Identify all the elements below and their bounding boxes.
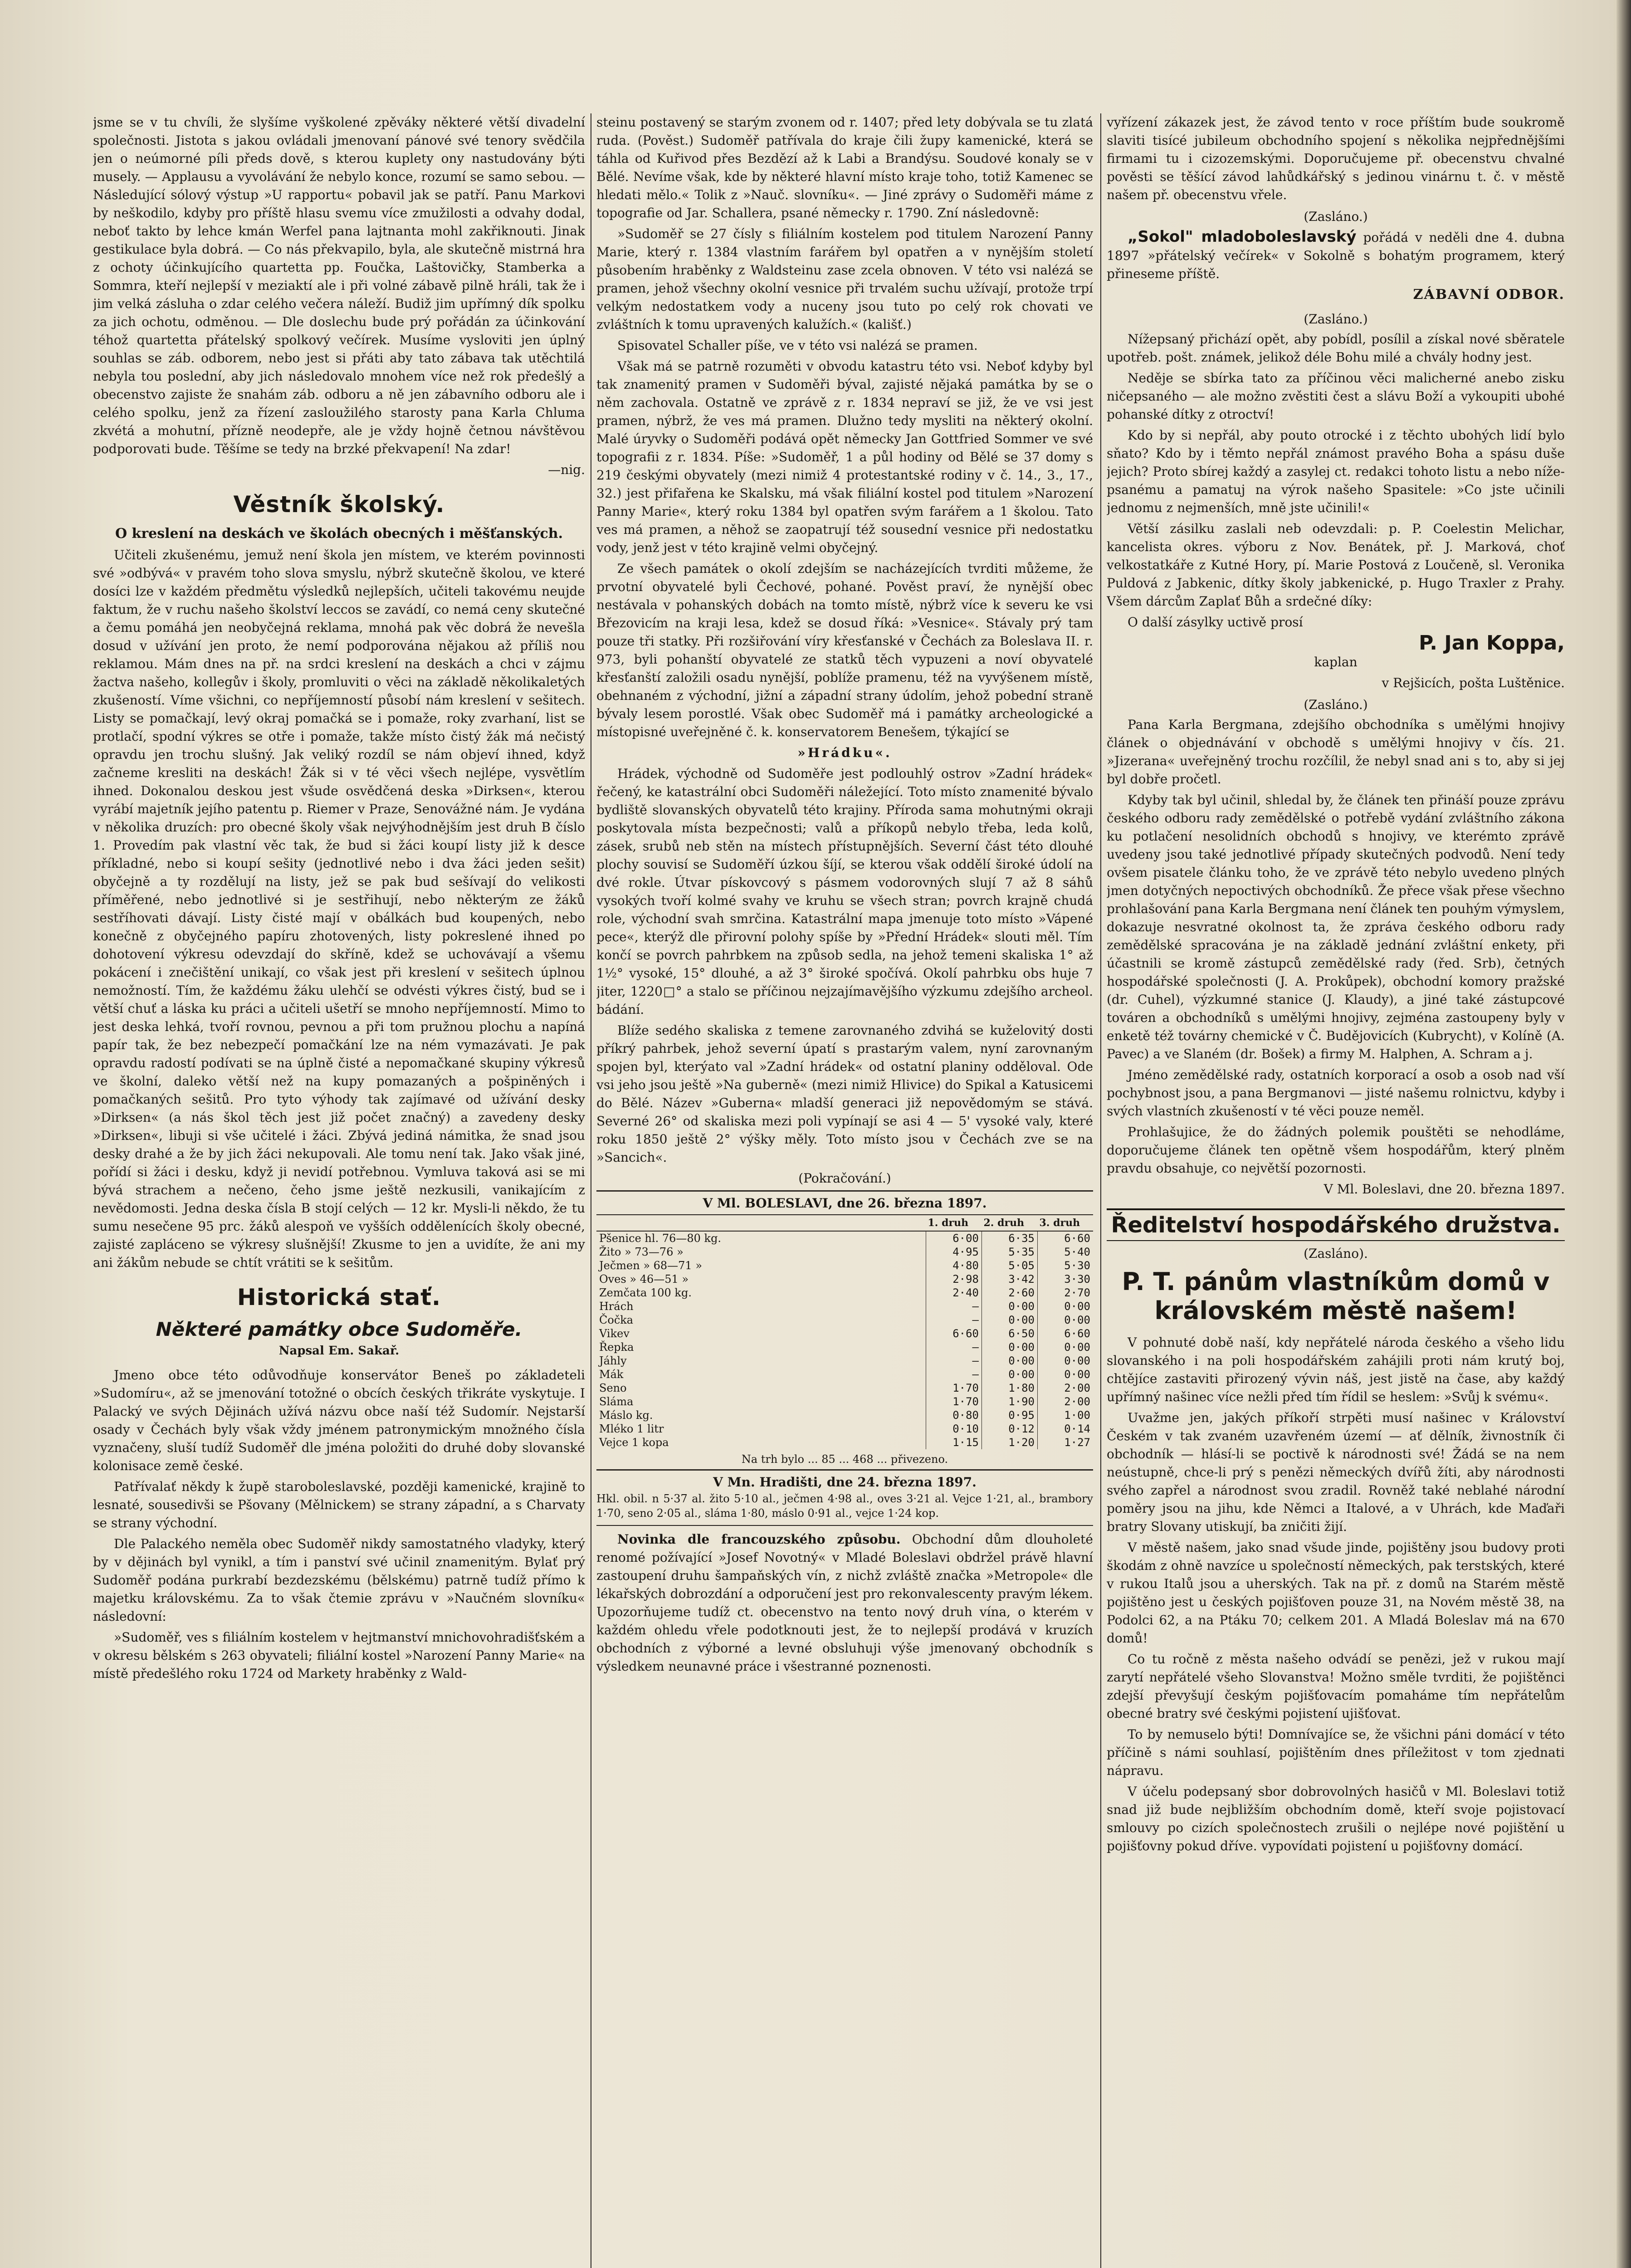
price-cell: 2·00 xyxy=(1038,1381,1094,1395)
price-cell: 3·30 xyxy=(1038,1272,1094,1286)
commodity-name: Oves » 46—51 » xyxy=(599,1273,689,1286)
commodity-name: Vikev xyxy=(599,1327,630,1340)
commodity-name: Zemčata 100 kg. xyxy=(599,1286,692,1299)
table-header: 1. druh xyxy=(926,1215,982,1231)
price-cell: 4·95 xyxy=(926,1245,982,1259)
price-cell: 6·50 xyxy=(982,1327,1038,1340)
column-divider xyxy=(1100,113,1101,2268)
divider xyxy=(596,1525,1093,1526)
commodity-name: Pšenice hl. 76—80 kg. xyxy=(599,1232,722,1245)
price-cell: 0·14 xyxy=(1038,1422,1094,1436)
price-cell: 1·90 xyxy=(982,1395,1038,1408)
signature-role: kaplan xyxy=(1314,655,1358,670)
price-cell: 0·00 xyxy=(1038,1313,1094,1327)
price-cell: 0·00 xyxy=(982,1300,1038,1313)
paragraph: V účelu podepsaný sbor dobrovolných hasičů v Ml. Boleslavi totiž snad již bude nejbližším obchodním domě, kteří svoje pojistovací smlouvy po cizích společnostech zrušili o nejlépe nové pojištění u pojišťovny pokud dříve. vypovídati pojistení u pojišťovny domácí. xyxy=(1107,1784,1565,1853)
table-row xyxy=(596,1422,1093,1436)
paragraph: Neděje se sbírka tato za příčinou věci malicherné anebo zisku ničepsaného — ale možno zvěstiti čest a slávu Boží a vykoupiti ubohé pohanské dítky z otroctví! xyxy=(1107,371,1565,422)
table-row xyxy=(596,1381,1093,1395)
article-subtitle: O kreslení na deskách ve školách obecných i měšťanských. xyxy=(115,526,563,542)
paragraph: »Sudoměř se 27 čísly s filiálním kostelem pod titulem Narození Panny Marie, který r. 1384 vlastním farářem byl opatřen a v nynějším století působením hraběnky z Waldsteinu zase zcela obnoven. V této vsi nalézá se pramen, jehož všechny okolní vesnice při trvalém suchu užívají, protože trpí velkým nedostatkem vody a nuceny jsou tuto po celý rok chovati ve zvláštních k tomu upravených kalužích.« (kališť.) xyxy=(596,226,1093,332)
commodity-name: Mák xyxy=(599,1368,624,1381)
market-report-title: V Ml. BOLESLAVI, dne 26. března 1897. xyxy=(596,1190,1093,1212)
price-cell: 6·60 xyxy=(926,1327,982,1340)
price-cell: 3·42 xyxy=(982,1272,1038,1286)
table-row xyxy=(596,1259,1093,1272)
paragraph: Jméno zemědělské rady, ostatních korporací a osob a osob nad vší pochybnost jsou, a pana Bergmanovi — jisté našemu rolnictvu, kdyby i svých vlastních zkušeností v té věci pouze neměl. xyxy=(1107,1067,1565,1119)
submitted-note: (Zasláno.) xyxy=(1304,697,1368,712)
commodity-name: Jáhly xyxy=(599,1354,627,1367)
paragraph: jsme se v tu chvíli, že slyšíme vyškolené zpěváky některé větší divadelní společnosti. Jistota s jakou ovládali jmenovaní pánové své tenory svědčila jen o neúmorné píli předs dově, s kterou kuplety ony nastudovány býti musely. — Applausu a vyvolávání že nebylo konce, rozumí se samo sebou. — Následující sólový výstup »U rapportu« pobavil jak se patří. Panu Markovi by neškodilo, kdyby pro příště hlasu svemu více zmužilosti a odvahy dodal, neboť takto by lehce kmán Werfel pana lajtnanta mohl zakřiknouti. Jinak gestikulace byla dobrá. — Co nás překvapilo, byla, ale skutečně mistrná hra z ochoty účinkujícího quartetta pp. Foučka, Laštovičky, Stamberka a Sommra, kteří nejlepší v meziaktí ale i při volné zábavě pilně hráli, tak že i jim velká zásluha o zdar celého večera náleží. Budiž jim upřímný dík spolku za jich ochotu, odměnou. — Dle doslechu bude prý pořádán za účinkování téhož quartetta přátelský spolkový večírek. Musíme vysloviti jen úplný souhlas se záb. odborem, nebo jest si přáti aby tato zábava tak utěchtilá nebyla tou poslední, aby jich následovalo mnohem více než rok předešlý a obecenstvo zajiste že snahám záb. odboru a ně jen zábavního odboru ale i celého spolku, jenž za řízení zasloužilého starosty pana Karla Chluma zkvétá a mohutní, přízně neodepře, ale je vždy hojně četnou návštěvou podporovati bude. Těšíme se tedy na brzké překvapení! Na zdar! xyxy=(93,115,585,456)
paragraph: V pohnuté době naší, kdy nepřátelé národa českého a všeho lidu slovanského i na poli hospodářském zahájili proti nám krutý boj, chtějíce zastaviti přirozený vývin náš, jest jistě na čase, aby každý upřímný našinec více nežli před tím řídil se heslem: »Svůj k svému«. xyxy=(1107,1335,1565,1404)
price-cell: 1·15 xyxy=(926,1436,982,1449)
table-row xyxy=(596,1313,1093,1327)
column-1 xyxy=(93,113,585,2268)
price-cell: 0·80 xyxy=(926,1408,982,1422)
paragraph: Prohlašujice, že do žádných polemik pouštěti se nehodláme, doporučujeme článek ten opětně všem hospodářům, který plněm pravdu obsahuje, co největší pozornosti. xyxy=(1107,1124,1565,1176)
market-report-title: V Mn. Hradišti, dne 24. března 1897. xyxy=(596,1469,1093,1491)
table-row xyxy=(596,1272,1093,1286)
price-cell: 2·40 xyxy=(926,1286,982,1300)
price-cell: — xyxy=(926,1354,982,1368)
price-cell: 0·00 xyxy=(982,1368,1038,1381)
table-header-row xyxy=(596,1215,1093,1231)
paragraph: Uvažme jen, jakých příkoří strpěti musí našinec v Království Českém v tak zvaném uzavřeném území — ať dělník, živnostník či obchodník — hlásí-li se poctivě k národnosti své! Žádá se na nem neústupně, chce-li prý s penězi německých dvířů žíti, aby národnosti svého zapřel a národnost svou zradil. Rovněž také neblahé národní poměry jsou na jihu, kde Němci a Italové, a v Uhrách, kde Maďaři bratry Slovany utiskují, ba zničiti žijí. xyxy=(1107,1410,1565,1534)
commodity-name: Hrách xyxy=(599,1300,634,1313)
place-date: V Ml. Boleslavi, dne 20. března 1897. xyxy=(1323,1182,1565,1197)
paragraph: Blíže sedého skaliska z temene zarovnaného zdvihá se kuželovitý dosti příkrý pahrbek, jehož severní úpatí s prastarým valem, nyní zarovnaným spojen byl, kterýato val »Zadní hrádek« od ostatní planiny odděloval. Ode vsi jeho jsou ještě »Na guberně« (mezi nimiž Hlivice) do Spikal a Katusicemi do Bělé. Název »Guberna« mladší generaci již nepovědomým se stává. Severné 26° od skaliska mezi poli vypínají se asi 4 — 5' vysoké valy, které roku 1850 ještě 2° výšky měly. Toto místo jsou v Čechách zve se na »Sancich«. xyxy=(596,1023,1093,1165)
sokol-heading: „Sokol" mladoboleslavský xyxy=(1128,228,1357,246)
price-cell: — xyxy=(926,1313,982,1327)
paragraph: Však má se patrně rozuměti v obvodu katastru této vsi. Neboť kdyby byl tak znamenitý pramen v Sudoměři býval, zajisté nějaká památka by se o něm zachovala. Ostatně ve zprávě z r. 1834 nepraví se již, že ve vsi jest pramen, nýbrž, že ves má pramen. Dlužno tedy mysliti na některý okolní. Malé úryvky o Sudoměři podává opět německy Jan Gottfried Sommer ve své topografii z r. 1834. Píše: »Sudoměř, 1 a půl hodiny od Bělé se 37 domy s 219 českými obyvately (mezi nimiž 4 protestantské rodiny v č. 14., 3., 17., 32.) jest přifařena ke Skalsku, má však filiální kostel pod titulem »Narození Panny Marie«, který roku 1384 byl opatřen svým farářem a 1 školou. Tato ves má pramen, a něhož se zaopatrují též sousední vesnice při nedostatku vody, jenž jest v této krajině velmi obyčejný. xyxy=(596,359,1093,555)
price-cell: 1·70 xyxy=(926,1395,982,1408)
price-cell: 0·00 xyxy=(982,1340,1038,1354)
price-cell: 0·00 xyxy=(982,1313,1038,1327)
table-row xyxy=(596,1436,1093,1449)
price-cell: 6·60 xyxy=(1038,1231,1094,1245)
committee-signature: ZÁBAVNÍ ODBOR. xyxy=(1413,287,1565,303)
price-cell: 0·00 xyxy=(982,1354,1038,1368)
price-cell: 1·20 xyxy=(982,1436,1038,1449)
submitted-note: (Zasláno). xyxy=(1304,1246,1368,1261)
price-cell: 2·70 xyxy=(1038,1286,1094,1300)
price-cell: 2·60 xyxy=(982,1286,1038,1300)
table-row xyxy=(596,1368,1093,1381)
column-2 xyxy=(596,113,1093,2268)
paragraph: Ze všech památek o okolí zdejším se nacházejících tvrditi můžeme, že prvotní obyvatelé byli Čechové, pohané. Pověst praví, že nynější obec nestávala v pohanských dobách na tomto místě, nýbrž více k severu ke vsi Březovicím na kraji lesa, kdež se dosud říká: »Vesnice«. Stávaly prý tam pouze tři statky. Při rozšiřování víry křesťanské v Čechách za Boleslava II. r. 973, byli pohanští obyvatelé ze statků těch vypuzeni a noví obyvatelé křesťanští založili osadu nynější, poblíže pramenu, též na vyvýšenem místě, obehnaném z východní, jižní a západní strany údolím, jehož pobední straně bývaly lesem porostlé. Však obec Sudoměř má i památky archeologické a místopisné uveřejněné č. k. konservatorem Benešem, týkající se xyxy=(596,561,1093,739)
table-row xyxy=(596,1354,1093,1368)
market-note: Na trh bylo ... 85 ... 468 ... přivezeno. xyxy=(741,1453,948,1466)
paragraph: Jmeno obce této odůvodňuje konservátor Beneš po základeteli »Sudomíru«, až se jmenování totožné o obcích českých třikráte vyskytuje. I Palacký ve svých Dějinách užívá názvu obce naší též Sudomír. Nejstarší osady v Čechách byly však vždy jménem patronymickým množného čísla vyznačeny, sluší tudíž Sudoměř dle jména položiti do druhé doby slovanské kolonisace země české. xyxy=(93,1368,585,1473)
table-row xyxy=(596,1327,1093,1340)
table-row xyxy=(596,1408,1093,1422)
price-cell: 4·80 xyxy=(926,1259,982,1272)
market-table-body xyxy=(596,1231,1093,1449)
paragraph: O další zásylky uctivě prosí xyxy=(1128,615,1303,630)
price-cell: 1·00 xyxy=(1038,1408,1094,1422)
paragraph: Kdo by si nepřál, aby pouto otrocké i z těchto ubohých lidí bylo sňato? Kdo by i těmto nepřál známost pravého Boha a spásu duše jejich? Proto sbírej každý a zasylej ct. redakci tohoto listu a nebo níže- psanému a pamatuj na výrok našeho Spasitele: »Co jste učinili jednomu z nejmenších, mně jste učinili!« xyxy=(1107,428,1565,515)
price-cell: 0·00 xyxy=(1038,1300,1094,1313)
paragraph: Dle Palackého neměla obec Sudoměř nikdy samostatného vladyky, který by v dějinách byl vynikl, a tím i panství své učinil znamenitým. Bylať prý Sudoměř podána purkrabí bezdezskému (bělskému) patrně tudíž přímo k majetku královskému. Za to však čtemie zprávu v »Naučném slovníku« následovní: xyxy=(93,1536,585,1624)
signature-name: P. Jan Koppa, xyxy=(1419,631,1565,655)
ad-lead: Novinka dle francouzského způsobu. xyxy=(617,1532,901,1547)
price-cell: 1·80 xyxy=(982,1381,1038,1395)
paragraph: »Sudoměř, ves s filiálním kostelem v hejtmanství mnichovohradišťském a v okresu bělském s 263 obyvateli; filiální kostel »Narození Panny Marie« na místě předešlého roku 1724 od Markety hraběnky z Wald- xyxy=(93,1630,585,1681)
submitted-note: (Zasláno.) xyxy=(1304,312,1368,327)
table-header xyxy=(596,1215,926,1231)
paragraph: Patřívalať někdy k župě staroboleslavské, později kamenické, krajině to lesnaté, sousedivši se Pšovany (Mělnickem) se strany západní, a s Charvaty se strany východní. xyxy=(93,1479,585,1530)
sokol-text: pořádá v neděli dne 4. dubna 1897 »přátelský večírek« v Sokolně s bohatým programem, který přineseme příště. xyxy=(1107,230,1565,281)
paragraph: To by nemuselo býti! Domnívajíce se, že všichni páni domácí v této příčině s námi souhlasí, pojištěním dnes příležitost v tom zjednati nápravu. xyxy=(1107,1727,1565,1778)
price-cell: 1·27 xyxy=(1038,1436,1094,1449)
table-header: 2. druh xyxy=(982,1215,1038,1231)
cooperative-heading: Ředitelství hospodářského družstva. xyxy=(1107,1208,1565,1241)
appeal-title: P. T. pánům vlastníkům domů v královském městě našem! xyxy=(1122,1267,1550,1325)
commodity-name: Čočka xyxy=(599,1314,634,1326)
table-row xyxy=(596,1286,1093,1300)
market-report-text: Hkl. obil. n 5·37 al. žito 5·10 al., ječmen 4·98 al., oves 3·21 al. Vejce 1·21, al., brambory 1·70, seno 2·05 al., sláma 1·80, máslo 0·91 al., vejce 1·24 kop. xyxy=(596,1492,1093,1520)
table-row xyxy=(596,1340,1093,1354)
paragraph: Učiteli zkušenému, jemuž není škola jen místem, ve kterém povinnosti své »odbývá« v pravém toho slova smyslu, nýbrž skutečně školou, ve které dosíci lze v každém předmětu výsledků nejlepších, učiteli takovému neujde faktum, že v ruchu našeho školství leccos se zavádí, co nemá ceny skutečné a čemu pomáhá jen neobyčejná reklama, mnohá pak věc dobrá že nevešla dosud v užívání jen proto, že nemí podporována nějakou až příliš nou reklamou. Mám dnes na př. na srdci kreslení na deskách a chci v zájmu žactva našeho, kollegův i školy, promluviti o věci na základě několikaletých zkušeností. Víme všichni, co nepříjemností působí nám kreslení v sešitech. Listy se pomačkají, levý okraj pomačká se i pomaže, roky zvarhaní, list se protlačí, spodní výkres se otře i pomaže, takže místo čistý žák má nečistý opravdu jen trochu slušný. Jak veliký rozdíl se nám objeví ihned, když začneme kresliti na deskách! Žák si v té věci všech nejlépe, vysvětlím ihned. Dokonalou deskou jest všude osvědčená deska »Dirksen«, kterou vyrábí majetník jejího patentu p. Riemer v Praze, Senovážné nám. Je vydána v několika druzích: pro obecné školy však nejvýhodnějším jest druh B číslo 1. Provedím pak vlastní věc tak, že bud si žáci koupí listy již k desce příkladné, nebo si koupí sešity (jednotlivé nebo i dva žáci jeden sešit) obyčejně a ty rozdělují na listy, jež se pak bud sešívají do velikosti příměřené, nebo jednotlivé si je sestřihují, nebo některým ze žáků sestříhovati dávají. Listy čisté mají v obálkách bud koupených, nebo konečně z obyčejného papíru zhotovených, listy pokreslené ihned po dohotovení výkresu odevzdají do skříně, kdež se uchovávají a všemu pokácení i znečištění unikají, co však jest při kreslení v sešitech úplnou nemožností. Tím, že každému žáku ulehčí se odvésti výkres čistý, bud se i větší chuť a láska ku práci a učiteli ušetří se mnoho nepříjemností. Mimo to jest deska lehká, tvoří rovnou, pevnou a při tom pružnou plochu a napíná papír tak, že bez nebezpečí pomačkání lze na ném vymazávati. Je pak opravdu radostí podívati se na úplně čisté a nepomačkané skupiny výkresů ve školní, daleko větší než na kupy pomazaných a pošpiněných i pomačkaných sešitů. Pro tyto výhody tak zajímavé od užívání desky »Dirksen« (a nás škol těch jest již počet značný) a zavedeny desky »Dirksen«, libuji si vše učitelé i žáci. Zbývá jediná námitka, že snad jsou desky drahé a že by jich žáci nekupovali. Ale tomu není tak. Jako však jiné, pořídí si žáci i desku, když ji nevidí potřebnou. Vymluva taková asi se mi bývá strachem a nečeno, čeho jsme ještě nezkusili, vanikajícím z nevědomosti. Jedna deska čísla B stojí celých — 12 kr. Mysli-li někdo, že tu sumu nesečene 95 prc. žáků alespoň ve vyšších oddělenících školy obecné, zajisté zapláceno se výkresy slušnější! Zkusme to jen a uvidíte, že ani my ani žákům nebude se chtít vrátiti se k sešitům. xyxy=(93,547,585,1270)
price-cell: 5·05 xyxy=(982,1259,1038,1272)
page-edge-shadow xyxy=(1616,0,1631,2268)
commodity-name: Sláma xyxy=(599,1395,634,1408)
table-row xyxy=(596,1231,1093,1245)
price-cell: 5·30 xyxy=(1038,1259,1094,1272)
table-row xyxy=(596,1395,1093,1408)
price-cell: 0·10 xyxy=(926,1422,982,1436)
continued-note: (Pokračování.) xyxy=(798,1171,891,1186)
price-cell: 6·00 xyxy=(926,1231,982,1245)
commodity-name: Máslo kg. xyxy=(599,1409,653,1422)
price-cell: 5·40 xyxy=(1038,1245,1094,1259)
commodity-name: Mléko 1 litr xyxy=(599,1422,664,1435)
section-heading-school: Věstník školský. xyxy=(233,491,445,518)
price-cell: — xyxy=(926,1340,982,1354)
commodity-name: Seno xyxy=(599,1382,627,1394)
price-cell: 6·35 xyxy=(982,1231,1038,1245)
commodity-name: Žito » 73—76 » xyxy=(599,1246,684,1258)
price-cell: 1·70 xyxy=(926,1381,982,1395)
price-cell: — xyxy=(926,1368,982,1381)
table-row xyxy=(596,1300,1093,1313)
paragraph: Kdyby tak byl učinil, shledal by, že článek ten přináší pouze zprávu českého odboru rady zemědělské o potřebě vydání zvláštního zákona ku potlačení nesolidních obchodů s hnojivy, ve kterémto zprávě uvedeny jsou také jednotlivé případy skutečných podvodů. Není tedy ovšem pisatele článku toho, že ve zprávě této nebylo uvedeno plných jmen dotyčných nepoctivých obchodníků. Že přece však přese všechno prohlašování pana Karla Bergmana není článek ten pouhým výmyslem, dokazuje nesvratné okolnost ta, že zpráva českého odboru rady zemědělské spracována je na základě jednání zvláštní enkety, při účastnili se kromě zástupců zemědělské rady (řed. Srb), četných hospodářské společnosti (J. A. Prokůpek), obchodní komory pražské (dr. Cuhel), výzkumné stanice (J. Klaudy), a jiné také zástupcové továren a obchodníků s umělými hnojivy, zejména zastoupeny byly v enketě též továrny chemické v Č. Budějovicích (Kubrycht), v Kolíně (A. Pavec) a ve Slaném (dr. Bošek) a firmy M. Halphen, A. Schram a j. xyxy=(1107,792,1565,1061)
author-signature: —nig. xyxy=(548,462,585,477)
table-header: 3. druh xyxy=(1038,1215,1094,1231)
price-cell: 6·60 xyxy=(1038,1327,1094,1340)
section-heading-history: Historická stať. xyxy=(237,1284,441,1310)
paragraph: Větší zásilku zaslali neb odevzdali: p. P. Coelestin Melichar, kancelista okres. výboru z Nov. Benátek, př. J. Marková, choť velkostatkáře z Kutné Hory, pí. Marie Postová z Loučeně, sl. Veronika Puldová z Jabkenic, dítky školy jabkenické, p. Hugo Traxler z Prahy. Všem dárcům Zaplať Bůh a srdečné díky: xyxy=(1107,521,1565,609)
paragraph: V městě našem, jako snad všude jinde, pojištěny jsou budovy proti škodám z ohně navzíce u společností německých, pak terstských, které v rukou Italů jsou a uherských. Tak na př. z domů na Starém městě pojištěno jest u českých pojišťoven pouze 31, na Novém městě 38, na Podolci 62, a na Ptáku 70; celkem 201. A Mladá Boleslav má na 670 domů! xyxy=(1107,1540,1565,1646)
commodity-name: Vejce 1 kopa xyxy=(599,1436,669,1449)
article-byline: Napsal Em. Sakař. xyxy=(278,1344,400,1358)
subsection-title: »Hrádku«. xyxy=(797,745,892,760)
table-row xyxy=(596,1245,1093,1259)
paragraph: Pana Karla Bergmana, zdejšího obchodníka s umělými hnojivy článek o objednávání v obchodě s umělými hnojivy v čís. 21. »Jizerana« uveřejněný trochu rozčílil, že nebyl snad ani s to, aby si jej byl dobře pročetl. xyxy=(1107,717,1565,787)
price-cell: — xyxy=(926,1300,982,1313)
paragraph: steinu postavený se starým zvonem od r. 1407; před lety dobývala se tu zlatá ruda. (Pověst.) Sudoměř patřívala do kraje čili župy kamenické, která se táhla od Kuřivod přes Bezdězí až k Labi a Brandýsu. Soudové konaly se v Bělé. Nevíme však, kde by některé hlavní místo kraje toho, totiž Kamenec se hledati mělo.« Tolik z »Nauč. slovníku«. — Jiné zprávy o Sudoměři máme z topografie od Jar. Schallera, psané německy r. 1790. Zní následovně: xyxy=(596,115,1093,220)
paragraph: Spisovatel Schaller píše, ve v této vsi nalézá se pramen. xyxy=(617,338,978,353)
column-3 xyxy=(1107,113,1565,2268)
price-cell: 0·95 xyxy=(982,1408,1038,1422)
commodity-name: Ječmen » 68—71 » xyxy=(599,1259,703,1272)
paragraph: Co tu ročně z města našeho odvádí se penězi, jež v rukou mají zarytí nepřátelé všeho Slovanstva! Možno směle tvrditi, že pojištěnci zdejší převyšují českým pojišťovacím pomaháme tím nepřátelům obecné bratry své českými pojistení ujišťovat. xyxy=(1107,1652,1565,1721)
submitted-note: (Zasláno.) xyxy=(1304,209,1368,224)
article-title: Některé památky obce Sudoměře. xyxy=(156,1318,523,1340)
price-cell: 0·00 xyxy=(1038,1368,1094,1381)
paragraph: Hrádek, východně od Sudoměře jest podlouhlý ostrov »Zadní hrádek« řečený, ke katastrální obci Sudoměři náležející. Toto místo znamenité bývalo bydliště slovanských obyvatelů této krajiny. Příroda sama mohutnými okraji poskytovala místa bezpečnosti; valů a příkopů nebylo třeba, leda kolů, zásek, srubů neb stěn na místech přístupnějších. Severní část této dlouhé plochy souvisí se Sudoměří úzkou šíjí, se kterou však oddělí široké údolí na dvé rokle. Útvar pískovcový s pásmem vodorovných slují 7 až 8 sáhů vysokých tvoří kolmé svahy ve kruhu se všech stran; povrch krajně chudá role, východní svah smrčina. Katastrální mapa jmenuje toto místo »Vápené pece«, kterýž dle přirovní polohy spíše by »Přední Hrádek« slouti měl. Tím končí se povrch pahrbkem na způsob sedla, na jehož temeni skaliska 1° až 1½° vysoké, 15° dlouhé, a až 3° široké spočívá. Okolí pahrbku obs huje 7 jiter, 1220□° a stalo se příčinou nejzajímavějšího výzkumu zdejšího archeol. bádání. xyxy=(596,766,1093,1017)
price-cell: 5·35 xyxy=(982,1245,1038,1259)
paragraph: Nížepsaný přichází opět, aby pobídl, posílil a získal nové sběratele upotřeb. pošt. známek, jelikož déle Bohu milé a chvály hodny jest. xyxy=(1107,332,1565,365)
commodity-name: Řepka xyxy=(599,1341,634,1354)
paragraph: vyřízení zákazek jest, že závod tento v roce příštím bude soukromě slaviti tisícé jubileum obchodního spojení s několika nejpřednějšími firmami tu i cizozemskými. Doporučujeme př. obecenstvu chvalné pověsti se těšící závod lahůdkářský s jedinou vinárnu t. č. v městě našem př. obecenstvu vřele. xyxy=(1107,115,1565,202)
price-cell: 2·98 xyxy=(926,1272,982,1286)
signature-place: v Rejšicích, pošta Luštěnice. xyxy=(1382,675,1565,690)
market-price-table xyxy=(596,1214,1093,1449)
price-cell: 2·00 xyxy=(1038,1395,1094,1408)
ad-text: Obchodní dům dlouholeté renomé požívající »Josef Novotný« v Mladé Boleslavi obdržel právě hlavní zastoupení druhu šampaňských vín, z nichž zvláště značka »Metropole« dle lékařských dobrozdání a odporučení jest pro rekonvalescenty pravým lékem. Upozorňujeme tudíž ct. obecenstvo na tento nový druh vína, o kterém v každém ohledu vřele podotknouti jest, že to nejlepší prodává v kruzích obchodních z výborné a levné obsluhuji výše jmenovaný obchodník s výsledkem neunavné práce i všestranné poznenosti. xyxy=(596,1532,1093,1674)
price-cell: 0·00 xyxy=(1038,1354,1094,1368)
price-cell: 0·00 xyxy=(1038,1340,1094,1354)
price-cell: 0·12 xyxy=(982,1422,1038,1436)
